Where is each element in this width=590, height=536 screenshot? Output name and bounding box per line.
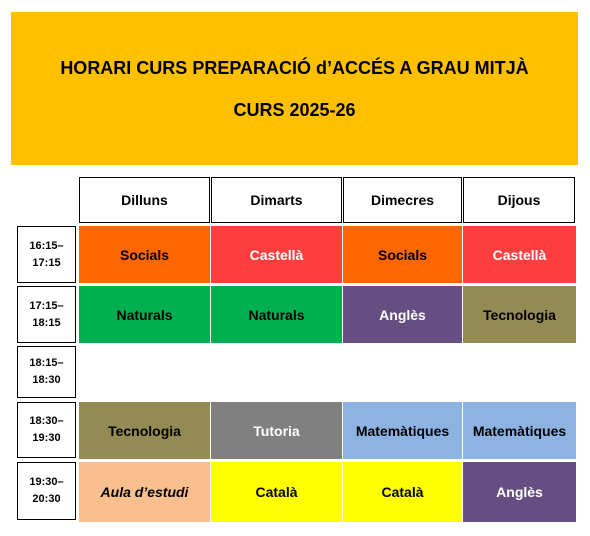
title-banner (11, 12, 578, 165)
subject-cell: Tecnologia (463, 286, 576, 343)
subject-cell: Anglès (463, 462, 576, 522)
subject-cell: Matemàtiques (343, 402, 462, 459)
subject-cell: Tutoria (211, 402, 342, 459)
schedule-title: HORARI CURS PREPARACIÓ d’ACCÉS A GRAU MITJÀ (60, 58, 529, 78)
subject-cell: Socials (343, 226, 462, 283)
subject-cell: Castellà (463, 226, 576, 283)
course-year: CURS 2025-26 (233, 100, 356, 120)
time-slot-4: 18:30– 19:30 (17, 402, 76, 458)
subject-cell: Català (343, 462, 462, 522)
subject-cell: Aula d’estudi (79, 462, 210, 522)
time-slot-1: 16:15– 17:15 (17, 226, 76, 283)
subject-cell: Socials (79, 226, 210, 283)
subject-cell: Català (211, 462, 342, 522)
subject-cell: Tecnologia (79, 402, 210, 459)
day-header-dijous: Dijous (463, 177, 575, 223)
subject-cell: Naturals (79, 286, 210, 343)
subject-cell: Matemàtiques (463, 402, 576, 459)
day-header-dilluns: Dilluns (79, 177, 210, 223)
time-slot-3: 18:15– 18:30 (17, 346, 76, 398)
day-header-dimarts: Dimarts (211, 177, 342, 223)
time-slot-2: 17:15– 18:15 (17, 286, 76, 343)
subject-cell: Anglès (343, 286, 462, 343)
subject-cell: Castellà (211, 226, 342, 283)
day-header-dimecres: Dimecres (343, 177, 462, 223)
subject-cell: Naturals (211, 286, 342, 343)
time-slot-5: 19:30– 20:30 (17, 462, 76, 520)
